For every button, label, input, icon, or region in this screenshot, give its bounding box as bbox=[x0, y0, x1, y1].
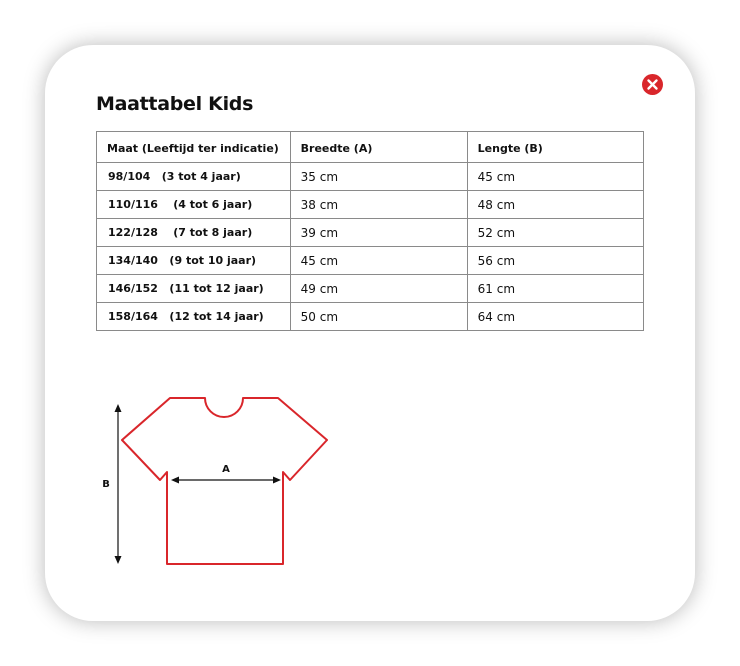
close-button[interactable] bbox=[642, 74, 663, 95]
table-row bbox=[97, 163, 644, 191]
width-cell: 39 cm bbox=[290, 219, 467, 247]
table-row bbox=[97, 303, 644, 331]
table-row bbox=[97, 191, 644, 219]
table-row bbox=[97, 275, 644, 303]
table-row bbox=[97, 247, 644, 275]
modal-title: Maattabel Kids bbox=[96, 93, 254, 115]
size-table bbox=[96, 131, 644, 331]
width-cell: 45 cm bbox=[290, 247, 467, 275]
length-cell: 56 cm bbox=[467, 247, 643, 275]
length-cell: 48 cm bbox=[467, 191, 643, 219]
size-cell: 146/152 (11 tot 12 jaar) bbox=[97, 275, 291, 303]
close-icon bbox=[642, 74, 663, 95]
tshirt-measurement-diagram bbox=[95, 392, 335, 572]
tshirt-outline bbox=[122, 398, 327, 564]
size-chart-modal bbox=[45, 45, 695, 621]
column-header-length: Lengte (B) bbox=[467, 132, 643, 163]
table-row bbox=[97, 219, 644, 247]
width-cell: 35 cm bbox=[290, 163, 467, 191]
width-cell: 38 cm bbox=[290, 191, 467, 219]
width-cell: 50 cm bbox=[290, 303, 467, 331]
length-cell: 61 cm bbox=[467, 275, 643, 303]
width-cell: 49 cm bbox=[290, 275, 467, 303]
column-header-width: Breedte (A) bbox=[290, 132, 467, 163]
size-cell: 122/128 (7 tot 8 jaar) bbox=[97, 219, 291, 247]
size-cell: 98/104 (3 tot 4 jaar) bbox=[97, 163, 291, 191]
length-cell: 52 cm bbox=[467, 219, 643, 247]
size-cell: 158/164 (12 tot 14 jaar) bbox=[97, 303, 291, 331]
length-cell: 45 cm bbox=[467, 163, 643, 191]
length-label: B bbox=[102, 479, 110, 490]
size-cell: 110/116 (4 tot 6 jaar) bbox=[97, 191, 291, 219]
length-cell: 64 cm bbox=[467, 303, 643, 331]
width-label: A bbox=[222, 464, 230, 475]
column-header-size: Maat (Leeftijd ter indicatie) bbox=[97, 132, 291, 163]
size-cell: 134/140 (9 tot 10 jaar) bbox=[97, 247, 291, 275]
table-header-row bbox=[97, 132, 644, 163]
